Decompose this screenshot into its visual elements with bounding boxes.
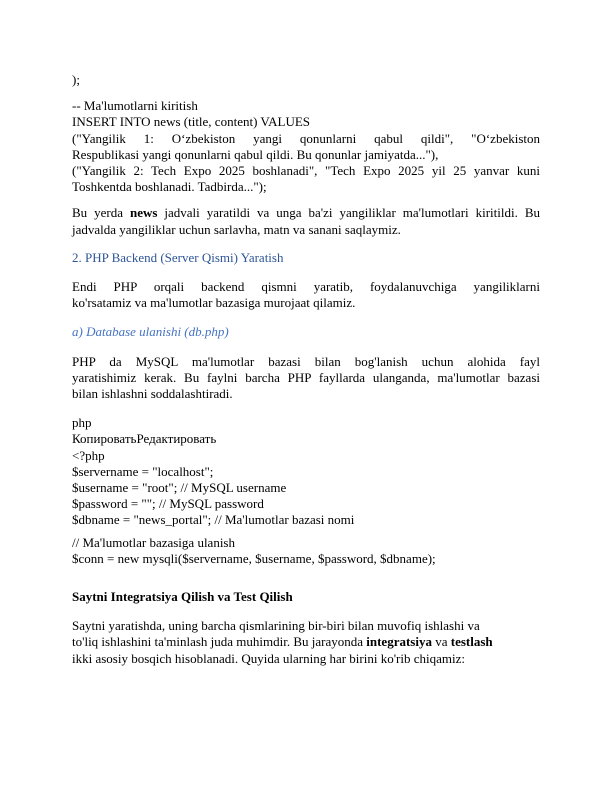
news-table-paragraph xyxy=(72,205,540,237)
db-paragraph-line-3: bilan ishlashni soddalashtiradi. xyxy=(72,386,233,402)
sql-insert-block xyxy=(72,98,540,195)
php-servername: $servername = "localhost"; xyxy=(72,463,214,479)
php-code-block xyxy=(72,415,540,567)
testing-heading: Saytni Integratsiya Qilish va Test Qilish xyxy=(72,589,293,605)
sql-row-2-line-1: ("Yangilik 2: Tech Expo 2025 boshlanadi", "Tech Expo 2025 yil 25 yanvar kuni xyxy=(72,163,540,179)
section-heading-php-backend: 2. PHP Backend (Server Qismi) Yaratish xyxy=(72,249,284,265)
subsection-heading-database-connection: a) Database ulanishi (db.php) xyxy=(72,324,229,340)
php-username: $username = "root"; // MySQL username xyxy=(72,480,287,496)
backend-paragraph-line-1: Endi PHP orqali backend qismni yaratib, foydalanuvchiga yangiliklarni xyxy=(72,279,540,295)
sql-insert-statement: INSERT INTO news (title, content) VALUES xyxy=(72,114,311,130)
text-run: va xyxy=(431,634,451,650)
text-run: to'liq ishlashini ta'minlash juda muhimdir. Bu jarayonda xyxy=(72,634,367,650)
document-page xyxy=(72,72,540,667)
backend-paragraph-line-2: ko'rsatamiz va ma'lumotlar bazasiga murojaat qilamiz. xyxy=(72,295,356,311)
news-paragraph-line-2: jadvalda yangiliklar uchun sarlavha, matn va sanani saqlaymiz. xyxy=(72,221,401,237)
testing-paragraph-line-3: ikki asosiy bosqich hisoblanadi. Quyida ularning har birini ko'rib chiqamiz: xyxy=(72,650,465,666)
news-paragraph-line-1 xyxy=(72,205,540,221)
php-connect-comment: // Ma'lumotlar bazasiga ulanish xyxy=(72,534,235,550)
testing-paragraph-line-1: Saytni yaratishda, uning barcha qismlarining bir-biri bilan muvofiq ishlashi va xyxy=(72,618,480,634)
db-paragraph-line-1: PHP da MySQL ma'lumotlar bazasi bilan bog'lanish uchun alohida fayl xyxy=(72,353,540,369)
text-run: Bu yerda xyxy=(72,205,130,221)
testing-keyword: testlash xyxy=(450,634,493,650)
php-dbname: $dbname = "news_portal"; // Ma'lumotlar bazasi nomi xyxy=(72,512,355,528)
sql-row-1-line-2: Respublikasi yangi qonunlarni qabul qildi. Bu qonunlar jamiyatda..."), xyxy=(72,146,439,162)
php-conn: $conn = new mysqli($servername, $username, $password, $dbname); xyxy=(72,550,436,566)
sql-comment: -- Ma'lumotlarni kiritish xyxy=(72,98,198,114)
copy-edit-label: КопироватьРедактировать xyxy=(72,431,217,447)
backend-paragraph xyxy=(72,279,540,311)
news-keyword: news xyxy=(129,205,158,221)
code-language-label: php xyxy=(72,415,92,431)
sql-row-2-line-2: Toshkentda boshlanadi. Tadbirda..."); xyxy=(72,179,267,195)
php-open-tag: <?php xyxy=(72,447,105,463)
db-paragraph xyxy=(72,354,540,403)
integration-keyword: integratsiya xyxy=(366,634,432,650)
text-run: jadvali yaratildi va unga ba'zi yangiliklar ma'lumotlari kiritildi. Bu xyxy=(157,205,540,221)
testing-paragraph xyxy=(72,618,540,667)
code-tail: ); xyxy=(72,72,80,87)
php-password: $password = ""; // MySQL password xyxy=(72,496,264,512)
db-paragraph-line-2: yaratishimiz kerak. Bu faylni barcha PHP fayllarda ulanganda, ma'lumotlar bazasi xyxy=(72,369,540,385)
testing-paragraph-line-2 xyxy=(72,634,540,650)
sql-row-1-line-1: ("Yangilik 1: O‘zbekiston yangi qonunlarni qabul qildi", "O‘zbekiston xyxy=(72,130,540,146)
